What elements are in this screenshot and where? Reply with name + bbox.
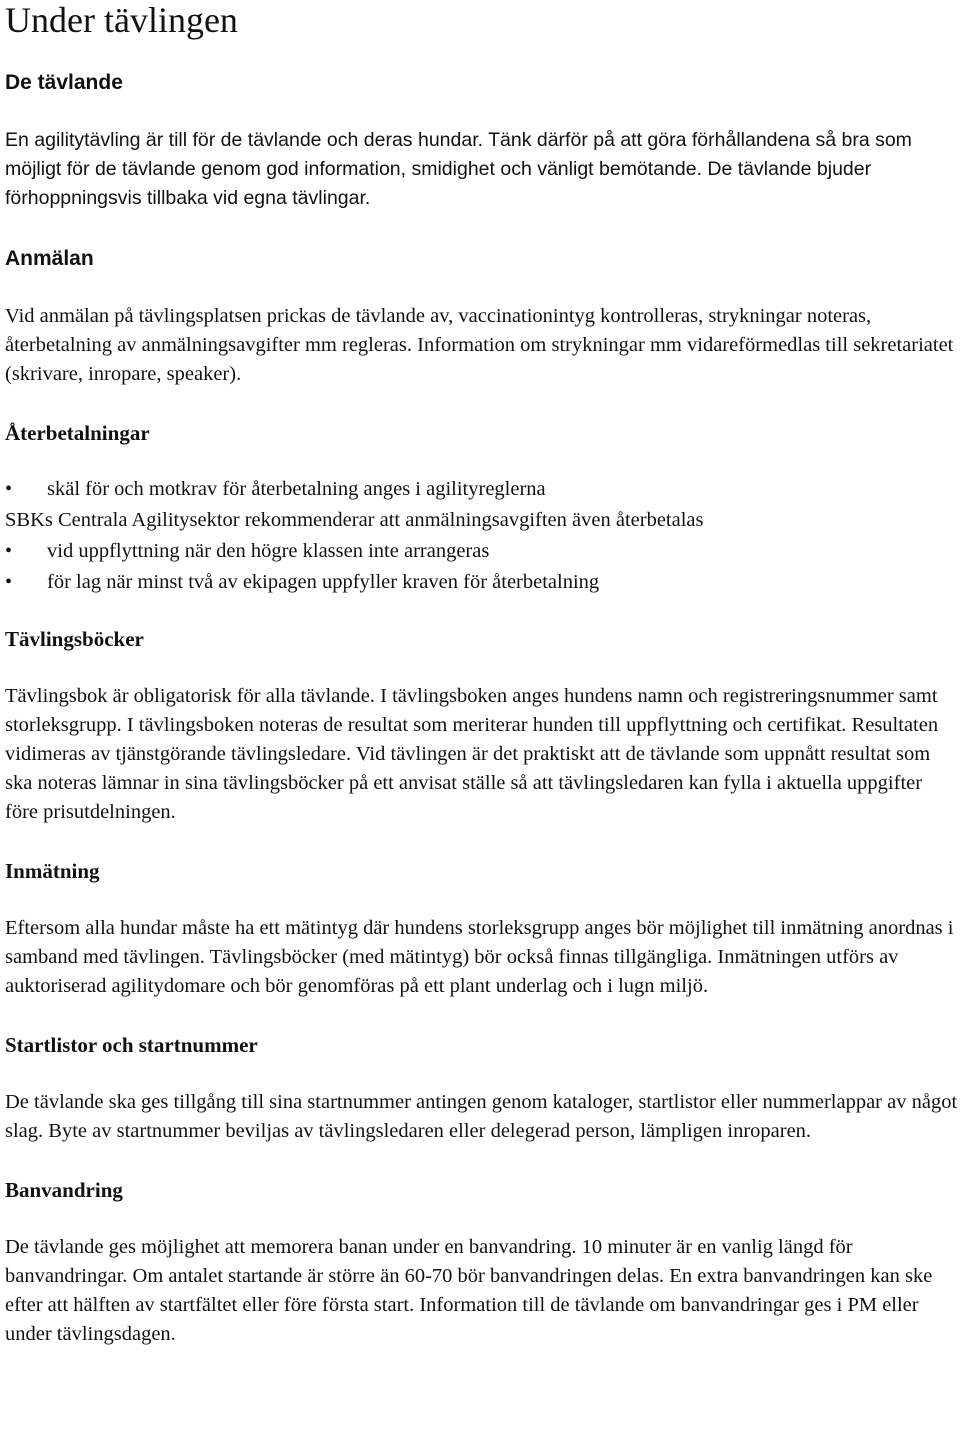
heading-aterbetalningar: Återbetalningar [5,421,150,445]
list-item [5,505,960,536]
list-item [5,474,960,505]
paragraph-startlistor: De tävlande ska ges tillgång till sina startnummer antingen genom kataloger, startlistor eller nummerlappar av något slag. Byte av startnummer beviljas av tävlingsledaren eller delegerad person, lämpligen inroparen. [5,1091,958,1142]
heading-tavlingsbocker: Tävlingsböcker [5,627,144,651]
list-item [5,567,960,598]
paragraph-anmalan: Vid anmälan på tävlingsplatsen prickas de tävlande av, vaccinationintyg kontrolleras, strykningar noteras, återbetalning av anmälningsavgifter mm regleras. Information om strykningar mm vidareförmedlas till sekretariatet (skrivare, inropare, speaker). [5,305,954,385]
paragraph-inmatning: Eftersom alla hundar måste ha ett mätintyg där hundens storleksgrupp anges bör möjlighet till inmätning anordnas i samband med tävlingen. Tävlingsböcker (med mätintyg) bör också finnas tillgängliga. Inmätningen utförs av auktoriserad agilitydomare och bör genomföras på ett plant underlag och i lugn miljö. [5,917,954,997]
heading-startlistor: Startlistor och startnummer [5,1033,258,1057]
bullet-icon: • [5,571,13,593]
document-page [5,0,960,1349]
list-item-text: för lag när minst två av ekipagen uppfyller kraven för återbetalning [47,571,600,593]
heading-anmalan: Anmälan [5,247,94,270]
refund-list [5,474,960,598]
list-item-text: skäl för och motkrav för återbetalning anges i agilityreglerna [47,478,546,500]
list-item [5,536,960,567]
paragraph-banvandring: De tävlande ges möjlighet att memorera banan under en banvandring. 10 minuter är en vanlig längd för banvandringar. Om antalet startande är större än 60-70 bör banvandringen delas. En extra banvandringen kan ske efter att hälften av startfältet eller före första start. Information till de tävlande om banvandringar ges i PM eller under tävlingsdagen. [5,1236,933,1345]
heading-inmatning: Inmätning [5,859,100,883]
bullet-icon: • [5,540,13,562]
paragraph-de-tavlande: En agilitytävling är till för de tävlande och deras hundar. Tänk därför på att göra förhållandena så bra som möjligt för de tävlande genom god information, smidighet och vänligt bemötande. De tävlande bjuder förhoppningsvis tillbaka vid egna tävlingar. [5,129,912,209]
heading-de-tavlande: De tävlande [5,71,123,94]
bullet-icon: • [5,478,13,500]
page-title: Under tävlingen [5,0,238,40]
list-item-text: vid uppflyttning när den högre klassen inte arrangeras [47,540,490,562]
paragraph-tavlingsbocker: Tävlingsbok är obligatorisk för alla tävlande. I tävlingsboken anges hundens namn och registreringsnummer samt storleksgrupp. I tävlingsboken noteras de resultat som meriterar hunden till uppflyttning och certifikat. Resultaten vidimeras av tjänstgörande tävlingsledare. Vid tävlingen är det praktiskt att de tävlande som uppnått resultat som ska noteras lämnar in sina tävlingsböcker på ett anvisat ställe så att tävlingsledaren kan fylla i aktuella uppgifter före prisutdelningen. [5,685,939,823]
list-item-text: SBKs Centrala Agilitysektor rekommenderar att anmälningsavgiften även återbetalas [5,509,704,531]
heading-banvandring: Banvandring [5,1178,123,1202]
